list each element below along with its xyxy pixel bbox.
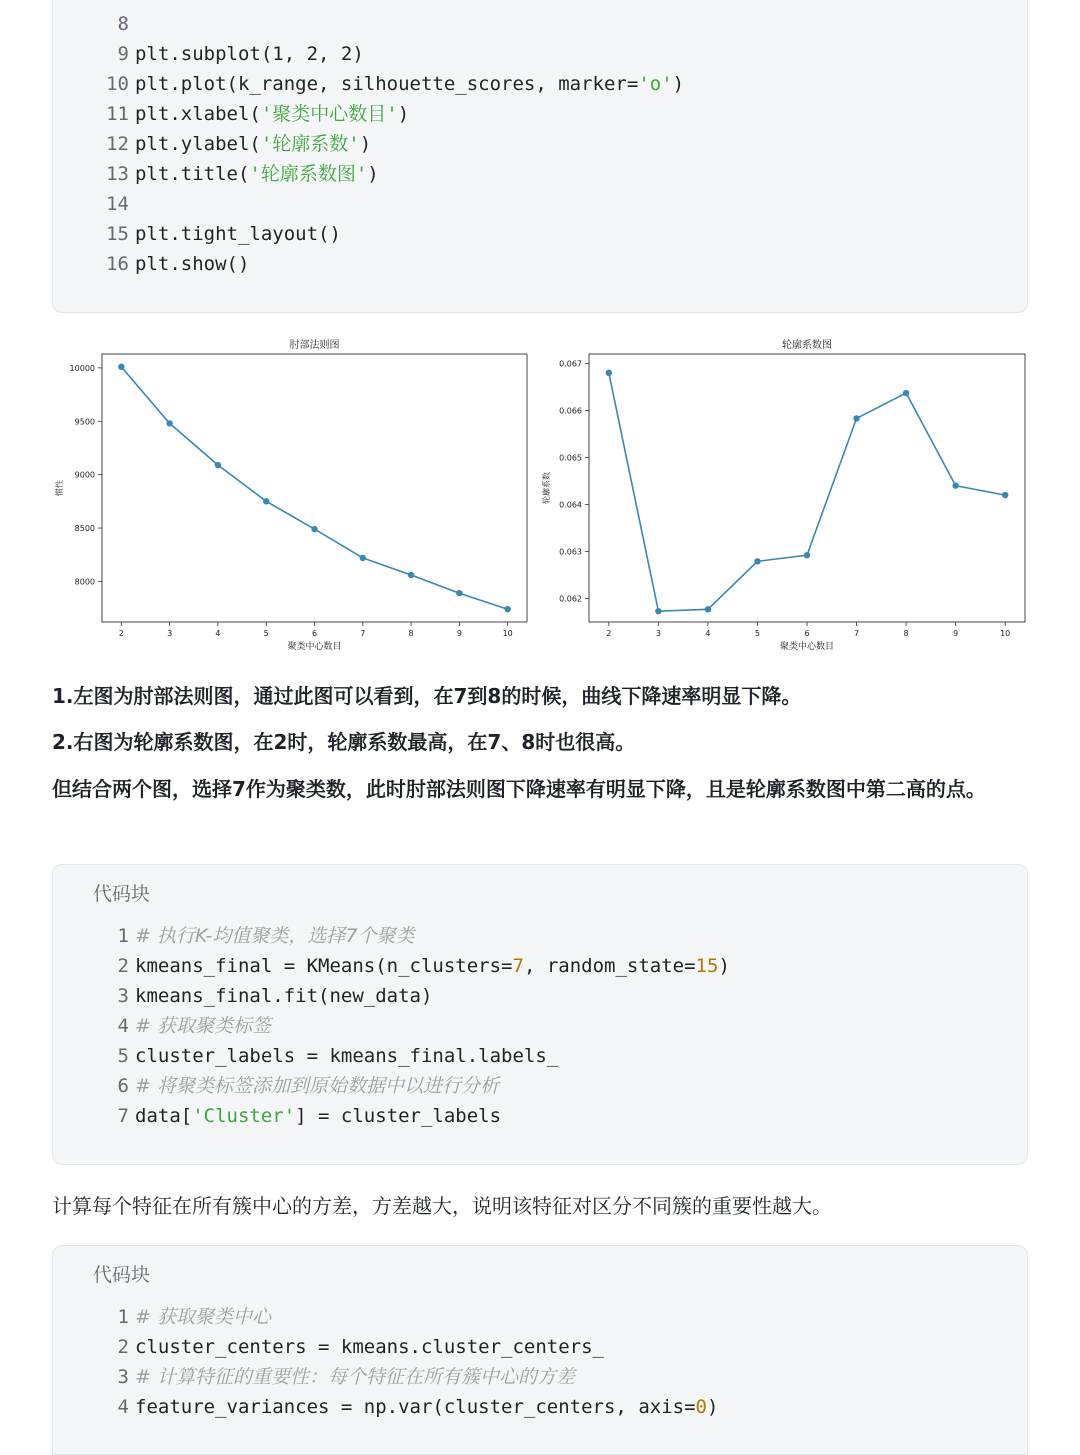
line-number: 13 xyxy=(106,163,129,185)
code-text xyxy=(135,159,379,189)
figure xyxy=(52,330,1032,660)
x-tick-label: 4 xyxy=(215,629,221,638)
code-block xyxy=(52,864,1028,1165)
line-number: 9 xyxy=(117,43,129,65)
code-token: plt.ylabel( xyxy=(135,133,261,155)
x-tick-label: 2 xyxy=(606,629,612,638)
line-number: 2 xyxy=(117,955,129,977)
code-comment: # 将聚类标签添加到原始数据中以进行分析 xyxy=(135,1075,499,1097)
x-tick-label: 9 xyxy=(456,629,462,638)
code-token: plt.show() xyxy=(135,253,250,275)
chart-title: 轮廓系数图 xyxy=(782,340,832,351)
y-axis-label: 轮廓系数 xyxy=(542,472,551,504)
y-tick-label: 0.062 xyxy=(559,594,582,604)
code-text xyxy=(135,1302,271,1332)
code-number: 7 xyxy=(512,955,524,977)
chart-title: 肘部法则图 xyxy=(289,340,340,351)
code-text xyxy=(135,249,249,279)
data-point xyxy=(166,420,172,426)
code-block xyxy=(52,1245,1028,1455)
code-line xyxy=(53,39,1027,69)
x-axis-label: 聚类中心数目 xyxy=(779,642,835,652)
x-tick-label: 5 xyxy=(754,629,761,638)
code-text xyxy=(135,99,409,129)
code-string: '轮廓系数图' xyxy=(249,163,368,185)
code-token: plt.plot(k_range, silhouette_scores, marker= xyxy=(135,73,639,95)
code-line xyxy=(53,219,1027,249)
line-number: 3 xyxy=(117,1366,129,1388)
code-line xyxy=(53,1332,1027,1362)
y-tick-label: 8000 xyxy=(74,577,95,587)
code-text xyxy=(135,1101,501,1131)
code-line xyxy=(53,1362,1027,1392)
y-tick-label: 0.065 xyxy=(559,453,582,463)
code-text xyxy=(135,129,371,159)
y-tick-label: 9500 xyxy=(74,417,95,427)
code-comment: # 获取聚类标签 xyxy=(135,1015,271,1037)
x-axis-label: 聚类中心数目 xyxy=(287,642,342,652)
line-number: 4 xyxy=(117,1396,129,1418)
code-token: ) xyxy=(367,163,379,185)
code-token: data[ xyxy=(135,1105,193,1127)
line-number: 8 xyxy=(117,13,129,35)
line-number: 6 xyxy=(117,1075,129,1097)
code-token: ] = cluster_labels xyxy=(295,1105,502,1127)
y-tick-label: 8500 xyxy=(74,524,95,534)
code-block-title: 代码块 xyxy=(93,883,151,905)
x-tick-label: 9 xyxy=(953,629,959,638)
data-point xyxy=(118,364,124,370)
data-point xyxy=(408,572,414,578)
x-tick-label: 8 xyxy=(903,629,909,638)
x-tick-label: 7 xyxy=(853,629,860,638)
data-point xyxy=(655,608,661,614)
code-line xyxy=(53,189,1027,219)
x-tick-label: 7 xyxy=(360,629,366,638)
code-token: kmeans_final = KMeans(n_clusters= xyxy=(135,955,513,977)
code-token: ) xyxy=(397,103,410,125)
code-lines xyxy=(53,1302,1027,1422)
code-text xyxy=(135,219,341,249)
code-line xyxy=(53,249,1027,279)
plot-frame xyxy=(102,354,527,622)
data-point xyxy=(263,498,269,504)
data-point xyxy=(311,526,317,532)
code-text xyxy=(135,1011,271,1041)
code-token: ) xyxy=(706,1396,719,1418)
x-tick-label: 5 xyxy=(263,629,269,638)
x-tick-label: 3 xyxy=(655,629,661,638)
code-number: 0 xyxy=(695,1396,707,1418)
code-text xyxy=(135,69,684,99)
line-number: 5 xyxy=(117,1045,129,1067)
x-tick-label: 10 xyxy=(1000,629,1011,638)
code-token: plt.xlabel( xyxy=(135,103,261,125)
data-point xyxy=(853,415,859,421)
line-number: 4 xyxy=(117,1015,129,1037)
data-point xyxy=(754,558,760,564)
code-block-title: 代码块 xyxy=(93,1264,151,1286)
line-number: 16 xyxy=(106,253,129,275)
code-line xyxy=(53,159,1027,189)
line-number: 14 xyxy=(106,193,129,215)
data-point xyxy=(903,390,909,396)
line-number: 2 xyxy=(117,1336,129,1358)
data-point xyxy=(705,606,711,612)
data-point xyxy=(1002,492,1008,498)
code-text xyxy=(135,951,730,981)
y-tick-label: 0.066 xyxy=(559,406,582,416)
code-token: plt.subplot(1, 2, 2) xyxy=(135,43,364,65)
code-line xyxy=(53,1302,1027,1332)
code-line xyxy=(53,981,1027,1011)
paragraph-1: 1.左图为肘部法则图，通过此图可以看到，在7到8的时候，曲线下降速率明显下降。 xyxy=(52,684,802,708)
code-token: plt.tight_layout() xyxy=(135,223,341,245)
code-line xyxy=(53,921,1027,951)
plot-frame xyxy=(589,354,1025,622)
code-token: ) xyxy=(672,73,685,95)
data-point xyxy=(215,462,221,468)
line-number: 7 xyxy=(117,1105,129,1127)
data-point xyxy=(952,482,958,488)
x-tick-label: 8 xyxy=(408,629,414,638)
line-number: 11 xyxy=(106,103,129,125)
line-number: 1 xyxy=(117,925,129,947)
line-number: 10 xyxy=(106,73,129,95)
line-number: 12 xyxy=(106,133,129,155)
y-tick-label: 0.067 xyxy=(559,359,582,369)
code-token: ) xyxy=(359,133,372,155)
code-line xyxy=(53,1101,1027,1131)
code-text xyxy=(135,1332,604,1362)
code-number: 15 xyxy=(695,955,719,977)
code-token: cluster_labels = kmeans_final.labels_ xyxy=(135,1045,559,1067)
y-tick-label: 9000 xyxy=(74,470,95,480)
code-text xyxy=(135,1071,499,1101)
data-point xyxy=(804,552,810,558)
code-text xyxy=(135,1041,558,1071)
code-line xyxy=(53,951,1027,981)
code-token: ) xyxy=(718,955,730,977)
code-comment: # 执行K-均值聚类，选择7个聚类 xyxy=(135,925,415,947)
x-tick-label: 6 xyxy=(311,629,318,638)
code-line xyxy=(53,69,1027,99)
code-string: '聚类中心数目' xyxy=(260,103,398,125)
line-number: 3 xyxy=(117,985,129,1007)
data-point xyxy=(504,606,510,612)
code-token: cluster_centers = kmeans.cluster_centers_ xyxy=(135,1336,604,1358)
code-string: '轮廓系数' xyxy=(260,133,360,155)
code-line xyxy=(53,9,1027,39)
code-line xyxy=(53,129,1027,159)
line-number: 15 xyxy=(106,223,129,245)
code-comment: # 获取聚类中心 xyxy=(135,1306,271,1328)
paragraph-4: 计算每个特征在所有簇中心的方差，方差越大，说明该特征对区分不同簇的重要性越大。 xyxy=(52,1194,832,1218)
code-text xyxy=(135,921,414,951)
paragraph-2: 2.右图为轮廓系数图，在2时，轮廓系数最高，在7、8时也很高。 xyxy=(52,730,636,754)
code-token: , random_state= xyxy=(523,955,696,977)
data-point xyxy=(606,370,612,376)
code-line xyxy=(53,1392,1027,1422)
y-tick-label: 0.063 xyxy=(559,547,582,557)
paragraph-3: 但结合两个图，选择7作为聚类数，此时肘部法则图下降速率有明显下降，且是轮廓系数图中第二高的点。 xyxy=(52,777,986,801)
data-point xyxy=(360,555,366,561)
code-lines xyxy=(53,9,1027,279)
x-tick-label: 3 xyxy=(167,629,173,638)
x-tick-label: 4 xyxy=(705,629,711,638)
y-tick-label: 0.064 xyxy=(559,500,582,510)
code-text xyxy=(135,39,364,69)
y-axis-label: 惯性 xyxy=(55,480,64,496)
x-tick-label: 6 xyxy=(804,629,810,638)
x-tick-label: 10 xyxy=(502,629,513,638)
code-text xyxy=(135,1362,575,1392)
code-text xyxy=(135,981,432,1011)
code-token: feature_variances = np.var(cluster_centers, axis= xyxy=(135,1396,696,1418)
code-line xyxy=(53,1041,1027,1071)
code-text xyxy=(135,1392,718,1422)
y-tick-label: 10000 xyxy=(69,363,95,373)
code-comment: # 计算特征的重要性：每个特征在所有簇中心的方差 xyxy=(135,1366,575,1388)
code-token: plt.title( xyxy=(135,163,250,185)
code-line xyxy=(53,99,1027,129)
code-token: kmeans_final.fit(new_data) xyxy=(135,985,433,1007)
code-block xyxy=(52,0,1028,313)
code-line xyxy=(53,1011,1027,1041)
x-tick-label: 2 xyxy=(118,629,124,638)
line-number: 1 xyxy=(117,1306,129,1328)
code-string: 'Cluster' xyxy=(192,1105,296,1127)
data-point xyxy=(456,590,462,596)
code-line xyxy=(53,1071,1027,1101)
code-string: 'o' xyxy=(638,73,673,95)
code-lines xyxy=(53,921,1027,1131)
